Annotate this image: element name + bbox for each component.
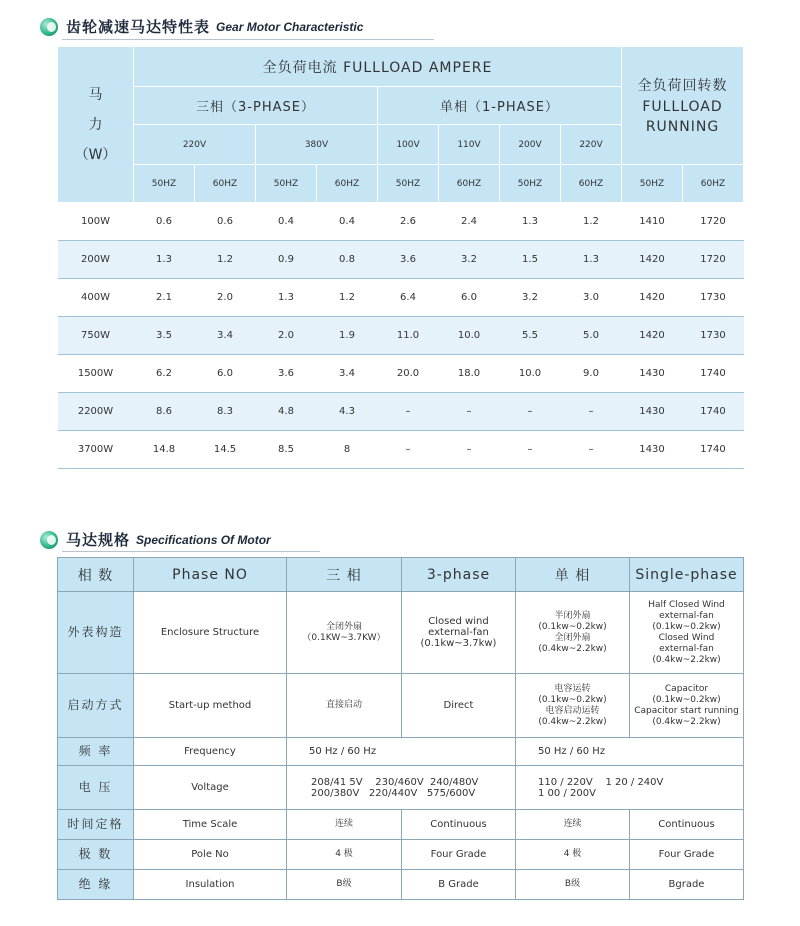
value-cell: 14.8 bbox=[134, 431, 195, 469]
value-cell: 18.0 bbox=[439, 355, 500, 393]
value-cell: 1730 bbox=[683, 317, 744, 355]
row-label: 启动方式 bbox=[58, 674, 134, 738]
text-line: (0.4kw~2.2kw) bbox=[538, 643, 607, 654]
spec-row-enclosure bbox=[58, 592, 744, 674]
value-cell: 10.0 bbox=[439, 317, 500, 355]
spec-row-frequency bbox=[58, 738, 744, 766]
pole-three-cn: 4 极 bbox=[287, 840, 402, 870]
section-title-specifications bbox=[40, 529, 271, 550]
power-cell: 400W bbox=[58, 279, 134, 317]
value-cell: 1.2 bbox=[195, 241, 256, 279]
timescale-single-cn: 连续 bbox=[516, 810, 630, 840]
text-line: external-fan bbox=[659, 643, 714, 654]
freq-header: 60HZ bbox=[195, 165, 256, 203]
text-line: Capacitor start running bbox=[634, 705, 739, 716]
value-cell: 1740 bbox=[683, 431, 744, 469]
row-label: 绝 缘 bbox=[58, 870, 134, 900]
value-cell: 8.6 bbox=[134, 393, 195, 431]
value-cell: 0.6 bbox=[134, 203, 195, 241]
value-cell: – bbox=[439, 393, 500, 431]
voltage-header: 200V bbox=[500, 125, 561, 165]
title-divider bbox=[62, 551, 320, 552]
text-line: Half Closed Wind bbox=[648, 599, 725, 610]
value-cell: – bbox=[561, 393, 622, 431]
spec-header-single-phase-cn: 单 相 bbox=[516, 558, 630, 592]
text-line: (0.1kw~0.2kw) bbox=[652, 621, 721, 632]
voltage-header: 220V bbox=[561, 125, 622, 165]
row-label-en: Frequency bbox=[134, 738, 287, 766]
mali-char-1: 马 bbox=[88, 86, 103, 103]
text-line: (0.4kw~2.2kw) bbox=[538, 716, 607, 727]
value-cell: 3.4 bbox=[317, 355, 378, 393]
text-line: 208/41 5V 230/460V 240/480V bbox=[311, 776, 479, 788]
section-title-cn: 齿轮减速马达特性表 bbox=[66, 18, 211, 36]
section-title-cn: 马达规格 bbox=[66, 531, 131, 549]
text-line: (0.4kw~2.2kw) bbox=[652, 716, 721, 727]
spec-row-insulation bbox=[58, 870, 744, 900]
text-line: 110 / 220V 1 20 / 240V bbox=[538, 776, 664, 788]
value-cell: 1720 bbox=[683, 203, 744, 241]
value-cell: 1.3 bbox=[561, 241, 622, 279]
value-cell: 6.0 bbox=[439, 279, 500, 317]
value-cell: 5.5 bbox=[500, 317, 561, 355]
value-cell: – bbox=[439, 431, 500, 469]
enclosure-three-en bbox=[402, 592, 516, 674]
freq-header: 50HZ bbox=[500, 165, 561, 203]
value-cell: 1420 bbox=[622, 317, 683, 355]
bullet-icon bbox=[40, 18, 58, 36]
value-cell: 1410 bbox=[622, 203, 683, 241]
voltage-header: 220V bbox=[134, 125, 256, 165]
mali-char-2: 力 bbox=[88, 116, 103, 133]
freq-header: 50HZ bbox=[378, 165, 439, 203]
row-label-en: Insulation bbox=[134, 870, 287, 900]
value-cell: 0.6 bbox=[195, 203, 256, 241]
value-cell: 3.2 bbox=[500, 279, 561, 317]
section-title-en: Gear Motor Characteristic bbox=[216, 19, 364, 34]
frequency-single: 50 Hz / 60 Hz bbox=[516, 738, 744, 766]
insulation-three-cn: B级 bbox=[287, 870, 402, 900]
value-cell: 4.8 bbox=[256, 393, 317, 431]
table-row bbox=[58, 203, 744, 241]
text-line: (0.1kw~3.7kw) bbox=[420, 638, 497, 649]
timescale-three-en: Continuous bbox=[402, 810, 516, 840]
voltage-header: 380V bbox=[256, 125, 378, 165]
freq-header: 60HZ bbox=[561, 165, 622, 203]
value-cell: – bbox=[378, 431, 439, 469]
enclosure-single-en bbox=[630, 592, 744, 674]
running-en2: RUNNING bbox=[645, 118, 720, 135]
freq-header: 50HZ bbox=[622, 165, 683, 203]
row-label-en: Pole No bbox=[134, 840, 287, 870]
startup-single-cn bbox=[516, 674, 630, 738]
value-cell: 1430 bbox=[622, 355, 683, 393]
pole-three-en: Four Grade bbox=[402, 840, 516, 870]
text-line: Capacitor bbox=[664, 683, 709, 694]
value-cell: – bbox=[561, 431, 622, 469]
voltage-header: 110V bbox=[439, 125, 500, 165]
title-divider bbox=[62, 39, 434, 40]
power-cell: 100W bbox=[58, 203, 134, 241]
spec-header-single-phase-en: Single-phase bbox=[630, 558, 744, 592]
value-cell: 0.4 bbox=[317, 203, 378, 241]
value-cell: 3.2 bbox=[439, 241, 500, 279]
frequency-three: 50 Hz / 60 Hz bbox=[287, 738, 516, 766]
voltage-header: 100V bbox=[378, 125, 439, 165]
text-line: 电容运转 bbox=[554, 683, 591, 694]
value-cell: 0.4 bbox=[256, 203, 317, 241]
text-line: 200/380V 220/440V 575/600V bbox=[311, 787, 476, 799]
characteristic-table bbox=[57, 46, 744, 469]
power-cell: 2200W bbox=[58, 393, 134, 431]
text-line: （0.1KW~3.7KW） bbox=[302, 632, 386, 643]
spec-row-voltage bbox=[58, 766, 744, 810]
value-cell: 3.0 bbox=[561, 279, 622, 317]
table-row bbox=[58, 393, 744, 431]
value-cell: 0.9 bbox=[256, 241, 317, 279]
mali-char-3: （W） bbox=[74, 146, 117, 163]
table-row bbox=[58, 241, 744, 279]
value-cell: 1.3 bbox=[500, 203, 561, 241]
enclosure-single-cn bbox=[516, 592, 630, 674]
value-cell: 1.3 bbox=[256, 279, 317, 317]
startup-three-cn: 直接启动 bbox=[287, 674, 402, 738]
value-cell: 6.0 bbox=[195, 355, 256, 393]
power-cell: 200W bbox=[58, 241, 134, 279]
value-cell: 11.0 bbox=[378, 317, 439, 355]
value-cell: 9.0 bbox=[561, 355, 622, 393]
value-cell: 10.0 bbox=[500, 355, 561, 393]
spec-header-three-phase-cn: 三 相 bbox=[287, 558, 402, 592]
value-cell: 1.2 bbox=[561, 203, 622, 241]
value-cell: 6.2 bbox=[134, 355, 195, 393]
voltage-three bbox=[287, 766, 516, 810]
value-cell: 0.8 bbox=[317, 241, 378, 279]
characteristic-table-body bbox=[58, 203, 744, 469]
spec-header-phase-no-cn: 相 数 bbox=[58, 558, 134, 592]
timescale-single-en: Continuous bbox=[630, 810, 744, 840]
value-cell: 1740 bbox=[683, 393, 744, 431]
value-cell: 1.2 bbox=[317, 279, 378, 317]
text-line: (0.4kw~2.2kw) bbox=[652, 654, 721, 665]
row-label: 极 数 bbox=[58, 840, 134, 870]
value-cell: 1.9 bbox=[317, 317, 378, 355]
row-label-en: Time Scale bbox=[134, 810, 287, 840]
insulation-three-en: B Grade bbox=[402, 870, 516, 900]
single-phase-header: 单相（1-PHASE） bbox=[378, 87, 622, 125]
value-cell: 6.4 bbox=[378, 279, 439, 317]
value-cell: 8.3 bbox=[195, 393, 256, 431]
row-label-en: Enclosure Structure bbox=[134, 592, 287, 674]
horsepower-header bbox=[58, 47, 134, 203]
value-cell: 4.3 bbox=[317, 393, 378, 431]
spec-row-startup bbox=[58, 674, 744, 738]
value-cell: 1720 bbox=[683, 241, 744, 279]
table-row bbox=[58, 431, 744, 469]
value-cell: 1430 bbox=[622, 393, 683, 431]
table-row bbox=[58, 355, 744, 393]
spec-header-phase-no-en: Phase NO bbox=[134, 558, 287, 592]
row-label: 时间定格 bbox=[58, 810, 134, 840]
value-cell: 1730 bbox=[683, 279, 744, 317]
pole-single-cn: 4 极 bbox=[516, 840, 630, 870]
freq-header: 50HZ bbox=[134, 165, 195, 203]
value-cell: 14.5 bbox=[195, 431, 256, 469]
value-cell: – bbox=[378, 393, 439, 431]
value-cell: 1420 bbox=[622, 241, 683, 279]
value-cell: 3.5 bbox=[134, 317, 195, 355]
table-row bbox=[58, 279, 744, 317]
spec-row-timescale bbox=[58, 810, 744, 840]
running-en1: FULLLOAD bbox=[642, 98, 723, 115]
text-line: (0.1kw~0.2kw) bbox=[652, 694, 721, 705]
text-line: Closed Wind bbox=[658, 632, 715, 643]
value-cell: 3.6 bbox=[256, 355, 317, 393]
text-line: Closed wind bbox=[428, 616, 489, 627]
value-cell: 5.0 bbox=[561, 317, 622, 355]
section-title-en: Specifications Of Motor bbox=[136, 532, 271, 547]
value-cell: 1420 bbox=[622, 279, 683, 317]
fullload-ampere-header: 全负荷电流 FULLLOAD AMPERE bbox=[134, 47, 622, 87]
fullload-running-header bbox=[622, 47, 744, 165]
text-line: 半闭外扇 bbox=[554, 610, 591, 621]
startup-single-en bbox=[630, 674, 744, 738]
text-line: 全闭外扇 bbox=[325, 621, 362, 632]
value-cell: 2.0 bbox=[256, 317, 317, 355]
running-cn: 全负荷回转数 bbox=[637, 77, 728, 94]
freq-header: 60HZ bbox=[683, 165, 744, 203]
value-cell: 8 bbox=[317, 431, 378, 469]
text-line: (0.1kw~0.2kw) bbox=[538, 694, 607, 705]
value-cell: 20.0 bbox=[378, 355, 439, 393]
row-label: 外表构造 bbox=[58, 592, 134, 674]
value-cell: 1.5 bbox=[500, 241, 561, 279]
value-cell: 2.0 bbox=[195, 279, 256, 317]
specifications-table bbox=[57, 557, 744, 900]
power-cell: 3700W bbox=[58, 431, 134, 469]
row-label-en: Voltage bbox=[134, 766, 287, 810]
spec-header-three-phase-en: 3-phase bbox=[402, 558, 516, 592]
pole-single-en: Four Grade bbox=[630, 840, 744, 870]
value-cell: 2.1 bbox=[134, 279, 195, 317]
freq-header: 60HZ bbox=[439, 165, 500, 203]
power-cell: 1500W bbox=[58, 355, 134, 393]
value-cell: 3.4 bbox=[195, 317, 256, 355]
row-label: 频 率 bbox=[58, 738, 134, 766]
voltage-single bbox=[516, 766, 744, 810]
section-title-characteristic bbox=[40, 16, 363, 37]
value-cell: 8.5 bbox=[256, 431, 317, 469]
row-label-en: Start-up method bbox=[134, 674, 287, 738]
insulation-single-cn: B级 bbox=[516, 870, 630, 900]
bullet-icon bbox=[40, 531, 58, 549]
spec-row-pole bbox=[58, 840, 744, 870]
insulation-single-en: Bgrade bbox=[630, 870, 744, 900]
value-cell: 3.6 bbox=[378, 241, 439, 279]
three-phase-header: 三相（3-PHASE） bbox=[134, 87, 378, 125]
value-cell: 1430 bbox=[622, 431, 683, 469]
text-line: 电容启动运转 bbox=[545, 705, 600, 716]
enclosure-three-cn bbox=[287, 592, 402, 674]
value-cell: – bbox=[500, 431, 561, 469]
value-cell: 2.6 bbox=[378, 203, 439, 241]
value-cell: 1740 bbox=[683, 355, 744, 393]
text-line: 1 00 / 200V bbox=[538, 787, 596, 799]
freq-header: 60HZ bbox=[317, 165, 378, 203]
value-cell: – bbox=[500, 393, 561, 431]
value-cell: 2.4 bbox=[439, 203, 500, 241]
freq-header: 50HZ bbox=[256, 165, 317, 203]
text-line: external-fan bbox=[428, 627, 489, 638]
row-label: 电 压 bbox=[58, 766, 134, 810]
table-row bbox=[58, 317, 744, 355]
timescale-three-cn: 连续 bbox=[287, 810, 402, 840]
text-line: 全闭外扇 bbox=[554, 632, 591, 643]
startup-three-en: Direct bbox=[402, 674, 516, 738]
value-cell: 1.3 bbox=[134, 241, 195, 279]
text-line: external-fan bbox=[659, 610, 714, 621]
text-line: (0.1kw~0.2kw) bbox=[538, 621, 607, 632]
power-cell: 750W bbox=[58, 317, 134, 355]
